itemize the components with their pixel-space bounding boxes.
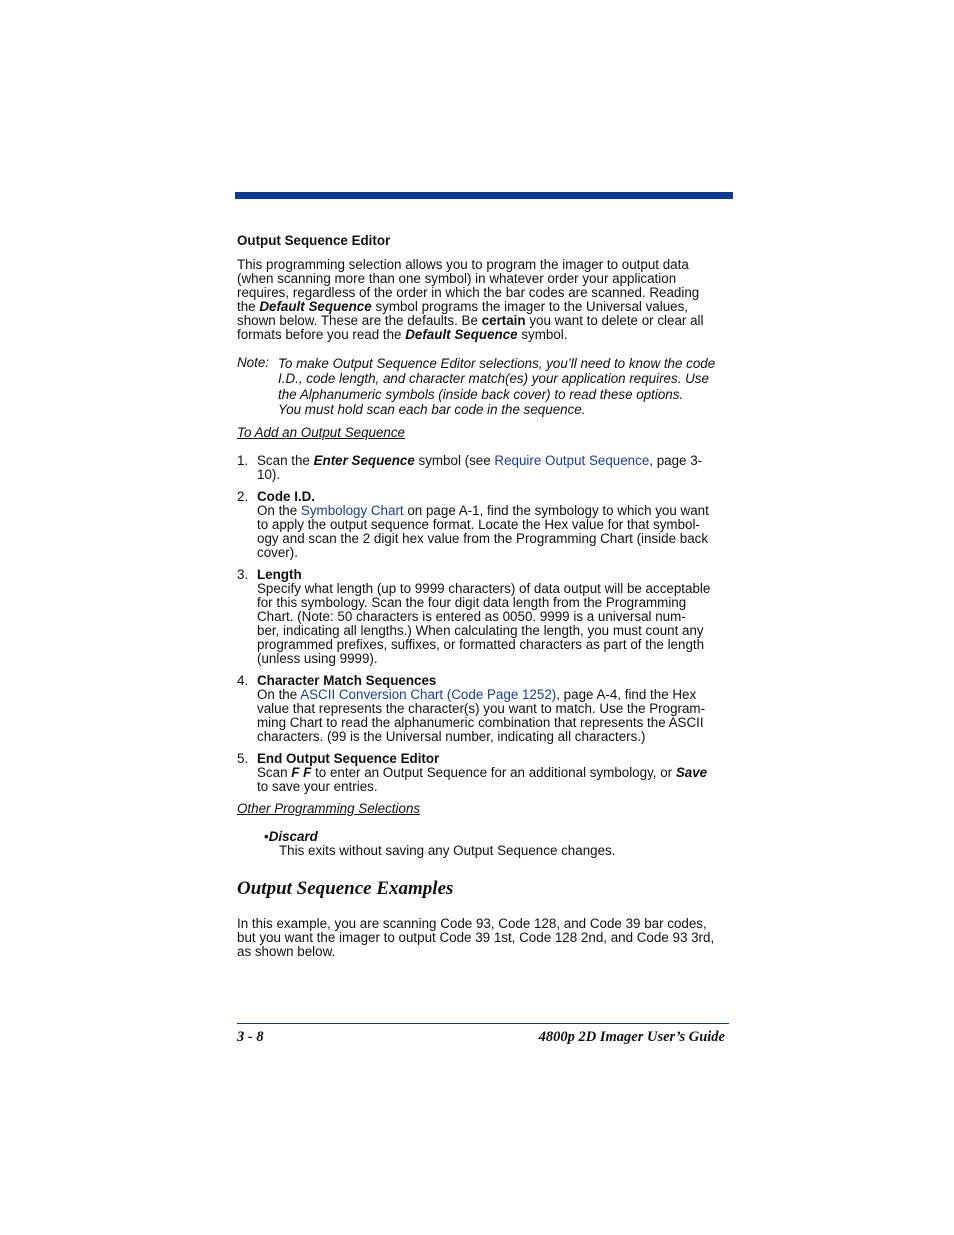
- step-number: 1.: [237, 453, 249, 468]
- default-sequence-ref: Default Sequence: [405, 327, 518, 342]
- footer-rule: [237, 1023, 729, 1024]
- step-title: Character Match Sequences: [257, 673, 437, 688]
- guide-title: 4800p 2D Imager User’s Guide: [538, 1029, 725, 1045]
- note-label: Note:: [237, 355, 270, 370]
- intro-line: the Default Sequence symbol programs the imager to the Universal values,: [237, 299, 689, 314]
- intro-paragraph: [237, 258, 732, 342]
- examples-paragraph: In this example, you are scanning Code 93, Code 128, and Code 39 bar codes, but you want the imager to output Code 39 1st, Code 128 2nd, and Code 93 3rd, as shown below.: [237, 916, 715, 959]
- bullet-icon: •: [264, 829, 269, 844]
- header-rule: [235, 192, 733, 199]
- intro-line: (when scanning more than one symbol) in whatever order your application: [237, 271, 677, 286]
- step-title: End Output Sequence Editor: [257, 751, 440, 766]
- section-title: Output Sequence Editor: [237, 233, 391, 248]
- ff-ref: F F: [291, 765, 312, 780]
- discard-title: Discard: [268, 829, 318, 844]
- step-number: 4.: [237, 673, 249, 688]
- step-number: 2.: [237, 489, 249, 504]
- enter-sequence-ref: Enter Sequence: [313, 453, 415, 468]
- symbology-chart-link[interactable]: Symbology Chart: [300, 503, 404, 518]
- default-sequence-ref: Default Sequence: [259, 299, 372, 314]
- discard-description: This exits without saving any Output Sequence changes.: [279, 843, 616, 858]
- other-selections-heading: Other Programming Selections: [237, 801, 421, 816]
- ascii-conversion-chart-link[interactable]: ASCII Conversion Chart (Code Page 1252): [300, 687, 557, 702]
- require-output-sequence-link[interactable]: Require Output Sequence: [494, 453, 650, 468]
- page-number: 3 - 8: [237, 1029, 264, 1045]
- step-title: Length: [257, 567, 302, 582]
- add-sequence-heading: To Add an Output Sequence: [237, 425, 406, 440]
- intro-line: This programming selection allows you to program the imager to output data: [237, 257, 689, 272]
- examples-heading: Output Sequence Examples: [237, 878, 454, 899]
- intro-line: shown below. These are the defaults. Be certain you want to delete or clear all: [237, 313, 704, 328]
- note-text: To make Output Sequence Editor selections, you’ll need to know the code I.D., code length, and character match(es) your application requires. Use the Alphanumeric symbols (inside back cover) to read these options. You must hold scan each bar code in the sequence.: [278, 356, 716, 417]
- intro-line: requires, regardless of the order in which the bar codes are scanned. Reading: [237, 285, 700, 300]
- step-number: 5.: [237, 751, 249, 766]
- discard-option: [264, 830, 734, 858]
- step-title: Code I.D.: [257, 489, 316, 504]
- step-number: 3.: [237, 567, 249, 582]
- emphasis-certain: certain: [481, 313, 526, 328]
- intro-line: formats before you read the Default Sequence symbol.: [237, 327, 568, 342]
- save-ref: Save: [675, 765, 708, 780]
